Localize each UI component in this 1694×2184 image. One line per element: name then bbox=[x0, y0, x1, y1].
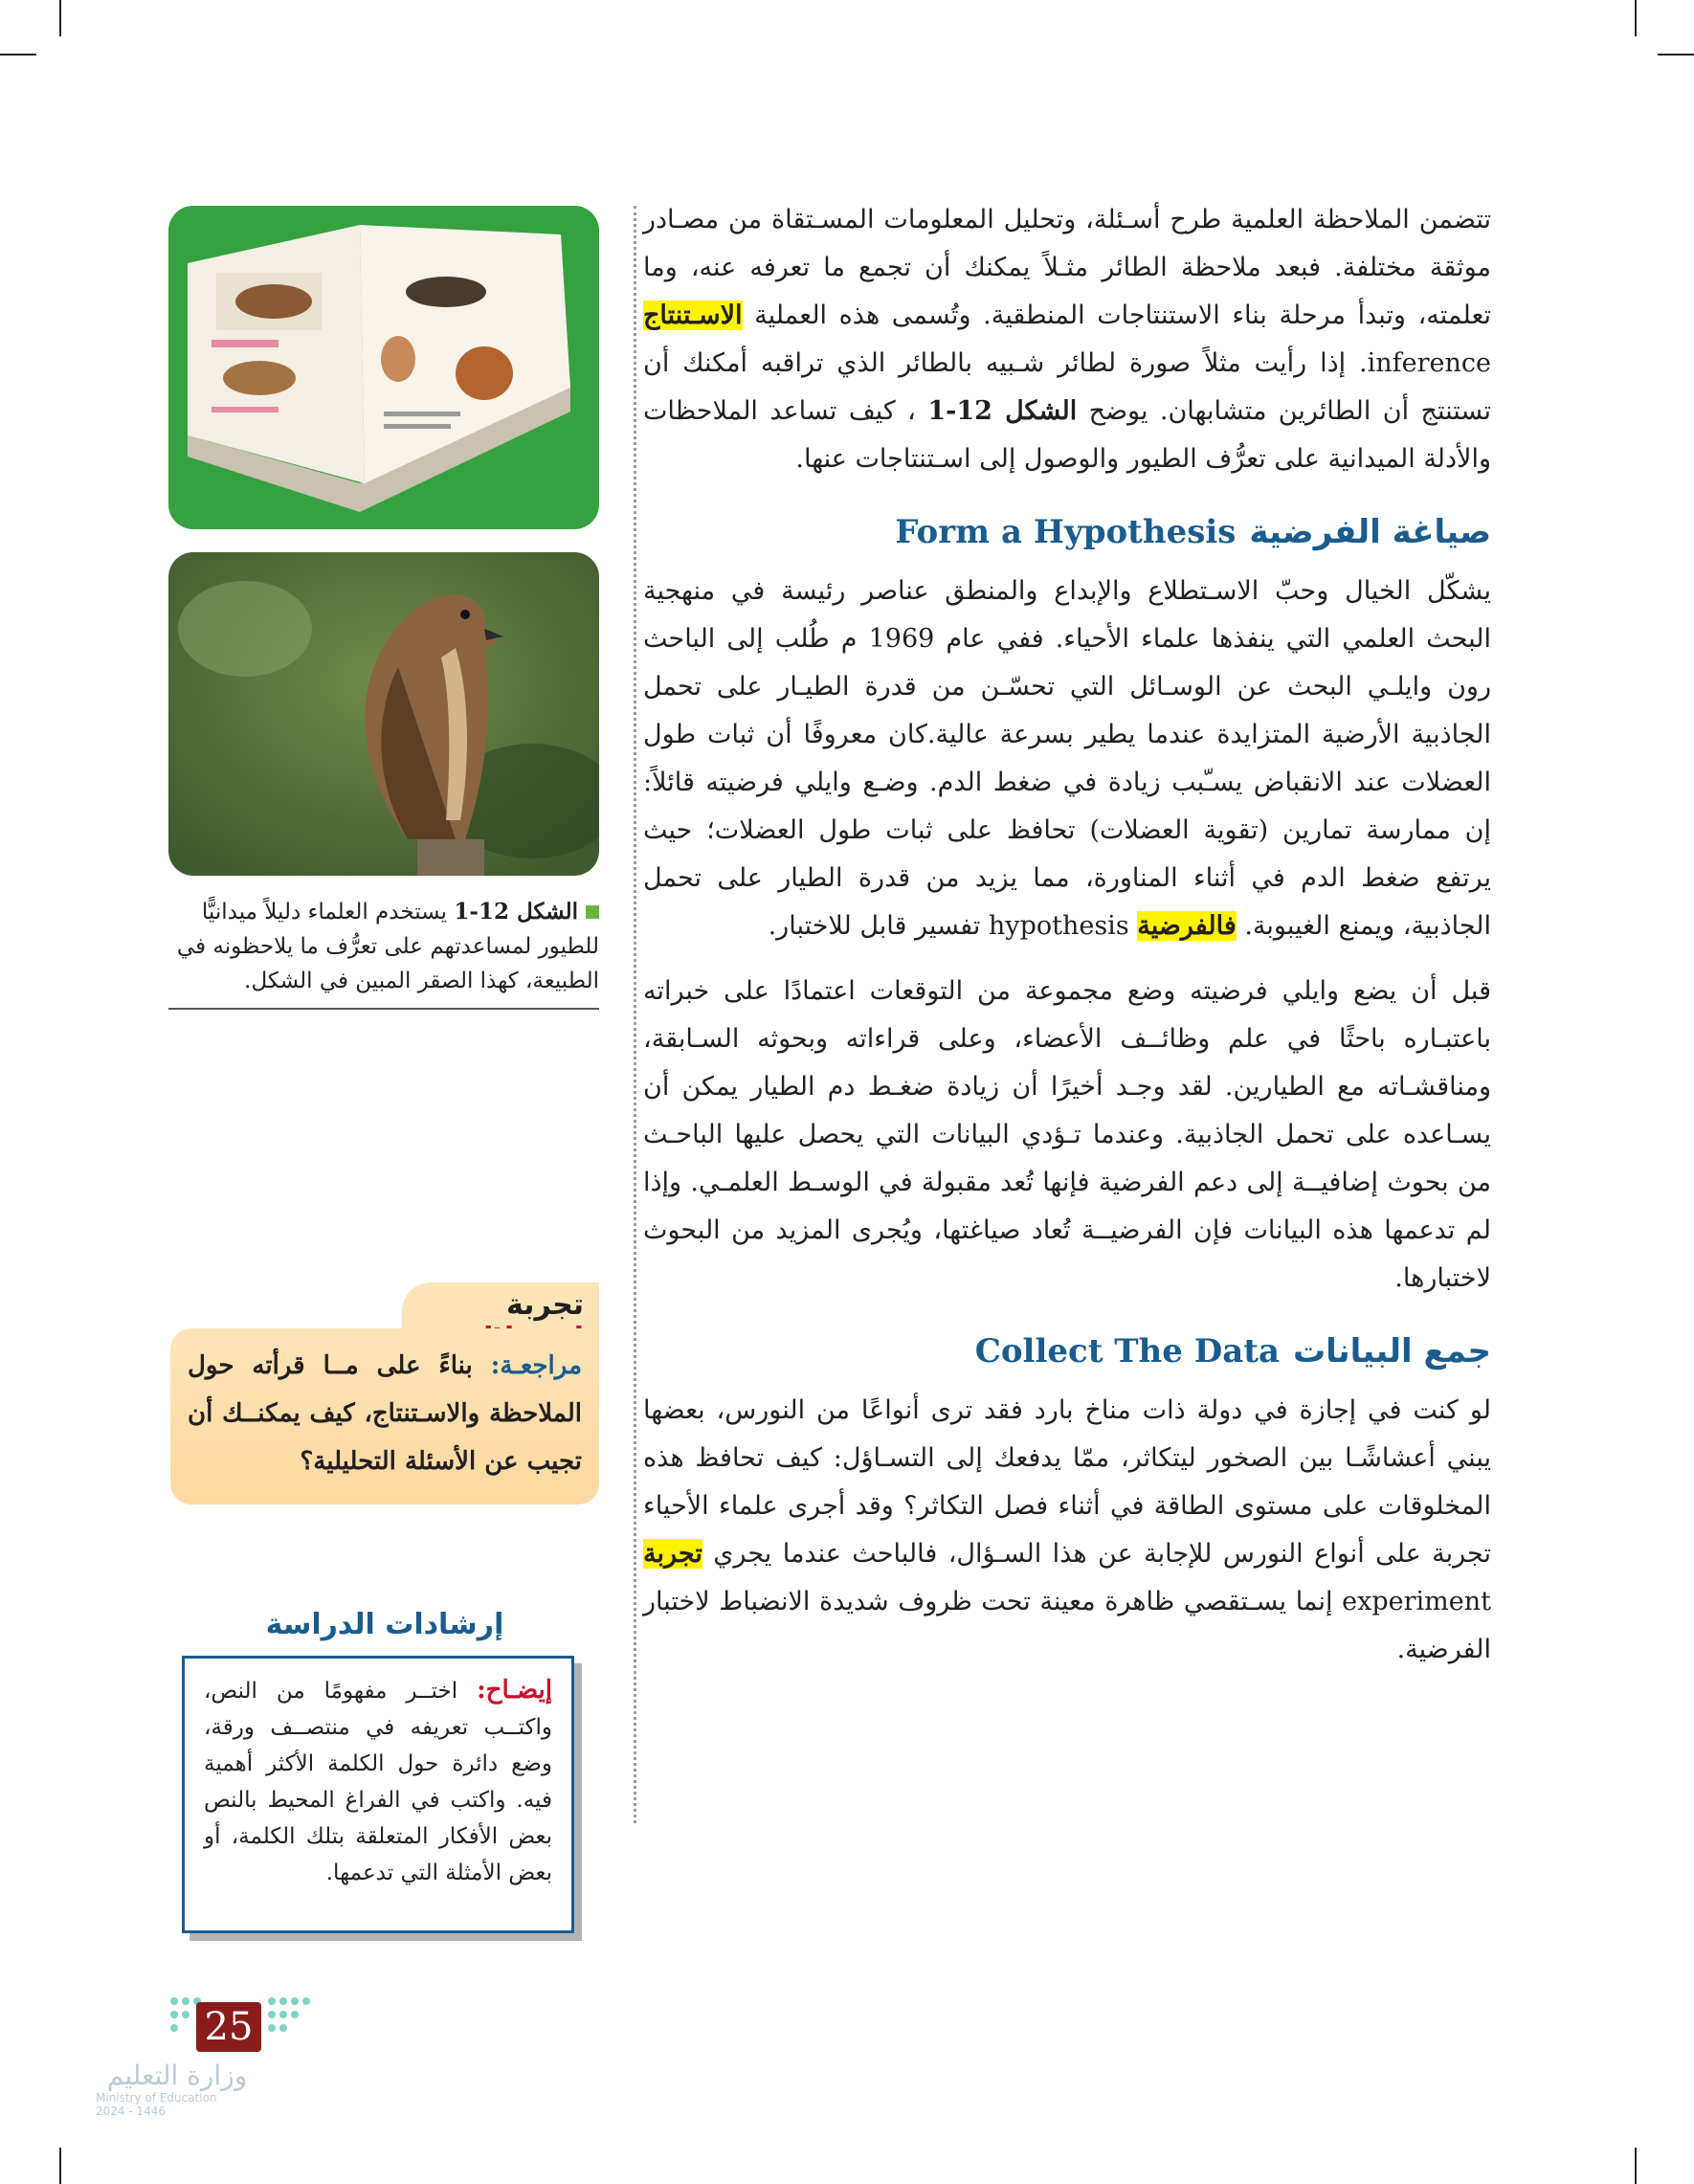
ministry-name-en: Ministry of Education bbox=[96, 2091, 217, 2105]
study-guide-title: إرشادات الدراسة bbox=[265, 1608, 504, 1641]
page-number: 25 bbox=[196, 2002, 261, 2052]
term-experiment-en: experiment bbox=[1342, 1587, 1491, 1616]
ministry-year: 2024 - 1446 bbox=[96, 2105, 167, 2118]
intro-text-1: تتضمن الملاحظة العلمية طرح أسـئلة، وتحليل المعلومات المسـتقاة من مصـادر موثقة مختلفة. فبعد ملاحظة الطائر مثـلاً يمكنك أن تجمع ما تعرفه عنه، وما تعلمته، وتبدأ مرحلة بناء الاستنتاجات المنطقية. وتُسمى هذه العملية bbox=[643, 205, 1491, 330]
paragraph-text: يشكّل الخيال وحبّ الاسـتطلاع والإبداع والمنطق عناصر رئيسة في منهجية البحث العلمي التي ينفذها علماء الأحياء. ففي عام 1969 م طُلب إلى الباحث رون وايلـي البحث عن الوسـائل التي تحسّـن من قدرة الطيـار على تحمل الجاذبية الأرضية المتزايدة عندما يطير بسرعة عالية.كان معروفًا أن ثبات طول العضلات عند الانقباض يسـّبب زيادة في ضغط الدم. وضـع وايلي فرضيته قائلاً: إن ممارسة تمارين (تقوية العضلات) تحافظ على ثبات طول العضلات؛ حيث يرتفع ضغط الدم في أثناء المناورة، مما يزيد من قدرة الطيار على تحمل الجاذبية، ويمنع الغيبوبة. bbox=[643, 576, 1491, 941]
term-hypothesis-ar: فالفرضية bbox=[1137, 911, 1237, 941]
heading-en: Collect The Data bbox=[974, 1332, 1280, 1371]
heading-en: Form a Hypothesis bbox=[895, 513, 1237, 551]
figure-caption bbox=[168, 895, 599, 1010]
paragraph-text: لو كنت في إجازة في دولة ذات مناخ بارد فقد ترى أنواعًا من النورس، بعضها يبني أعشاشًـا بين الصخور ليتكاثر، ممّا يدفعك إلى التسـاؤل: كيف تحافظ هذه المخلوقات على مستوى الطاقة في أثناء فصل التكاثر؟ وقد أجرى علماء الأحياء تجربة على أنواع النورس للإجابة عن هذا السـؤال، فالباحث عندما يجري bbox=[643, 1395, 1491, 1569]
heading-ar: جمع البيانات bbox=[1292, 1332, 1491, 1371]
intro-text-2: . إذا رأيت مثلاً صورة لطائر شـبيه بالطائر الذي تراقبه أمكنك أن تستنتج أن الطائرين متشابهان. يوضح bbox=[643, 348, 1491, 426]
crop-mark bbox=[59, 2148, 61, 2184]
main-text-column bbox=[643, 196, 1491, 1691]
green-bullet-icon bbox=[586, 905, 599, 919]
section-heading-hypothesis bbox=[643, 508, 1491, 556]
heading-ar: صياغة الفرضية bbox=[1249, 513, 1491, 551]
crop-mark bbox=[1635, 2148, 1637, 2184]
term-inference-ar: الاسـتنتاج bbox=[643, 301, 743, 330]
crop-mark bbox=[1635, 0, 1637, 36]
figure-label: الشكل 12-1 bbox=[454, 899, 578, 925]
intro-paragraph bbox=[643, 196, 1491, 483]
experiment-box-tab bbox=[402, 1282, 599, 1328]
paragraph-text: إنما يسـتقصي ظاهرة معينة تحت ظروف شديدة الانضباط لاختبار الفرضية. bbox=[643, 1587, 1491, 1664]
term-experiment-ar: تجربة bbox=[643, 1539, 702, 1569]
term-inference-en: inference bbox=[1367, 348, 1491, 378]
column-divider bbox=[634, 206, 636, 1823]
experiment-box bbox=[170, 1328, 599, 1504]
crop-mark bbox=[1658, 54, 1694, 56]
crop-mark bbox=[0, 54, 36, 56]
experiment-title-part: تجربة bbox=[505, 1288, 584, 1322]
hypothesis-paragraph-2: قبل أن يضع وايلي فرضيته وضع مجموعة من التوقعات اعتمادًا على خبراته باعتبـاره باحثًا في علم وظائــف الأعضاء، وعلى قراءاته وبحوثه السـابقة، ومناقشـاته مع الطيارين. لقد وجـد أخيرًا أن زيادة ضغـط دم الطيار يمكن أن يسـاعده على تحمل الجاذبية. وعندما تـؤدي البيانات التي يحصل عليها الباحـث من بحوث إضافيــة إلى دعم الفرضية فإنها تُعد مقبولة في الوسـط العلمـي. وإذا لم تدعمها هذه البيانات فإن الفرضيــة تُعاد صياغتها، ويُجرى المزيد من البحوث لاختبارها. bbox=[643, 976, 1491, 1293]
ministry-logo bbox=[96, 2060, 258, 2118]
experiment-box-text: بناءً على مــا قرأته حول الملاحظة والاسـتنتاج، كيف يمكنــك أن تجيب عن الأسئلة التحليلية؟ bbox=[188, 1351, 582, 1476]
data-paragraph bbox=[643, 1387, 1491, 1674]
hypothesis-paragraph-1 bbox=[643, 568, 1491, 950]
field-guide-book-photo bbox=[168, 206, 599, 529]
section-heading-collect-data bbox=[643, 1327, 1491, 1375]
study-guide-box bbox=[182, 1656, 574, 1933]
study-guide-text: اختــر مفهومًا من النص، واكتــب تعريفه في منتصــف ورقة، وضع دائرة حول الكلمة الأكثر أهمية فيه. واكتب في الفراغ المحيط بالنص بعض الأفكار المتعلقة بتلك الكلمة، أو بعض الأمثلة التي تدعمها. bbox=[204, 1679, 552, 1885]
figure-reference: الشكل 12-1 bbox=[927, 396, 1078, 426]
figure-caption-text: يستخدم العلماء دليلاً ميدانيًّا للطيور لمساعدتهم على تعرُّف ما يلاحظونه في الطبيعة، كهذا الصقر المبين في الشكل. bbox=[176, 900, 599, 993]
study-guide-label: إيضـاح: bbox=[477, 1676, 552, 1705]
paragraph-text: تفسير قابل للاختبار. bbox=[768, 911, 989, 941]
experiment-box-label: مراجعـة: bbox=[490, 1351, 582, 1380]
term-hypothesis-en: hypothesis bbox=[988, 911, 1129, 941]
intro-text-3: ، كيف تساعد الملاحظات والأدلة الميدانية على تعرُّف الطيور والوصول إلى اسـتنتاجات عنها. bbox=[643, 396, 1491, 474]
falcon-photo bbox=[168, 552, 599, 876]
crop-mark bbox=[59, 0, 61, 36]
ministry-name-ar: وزارة التعليم bbox=[106, 2060, 248, 2091]
